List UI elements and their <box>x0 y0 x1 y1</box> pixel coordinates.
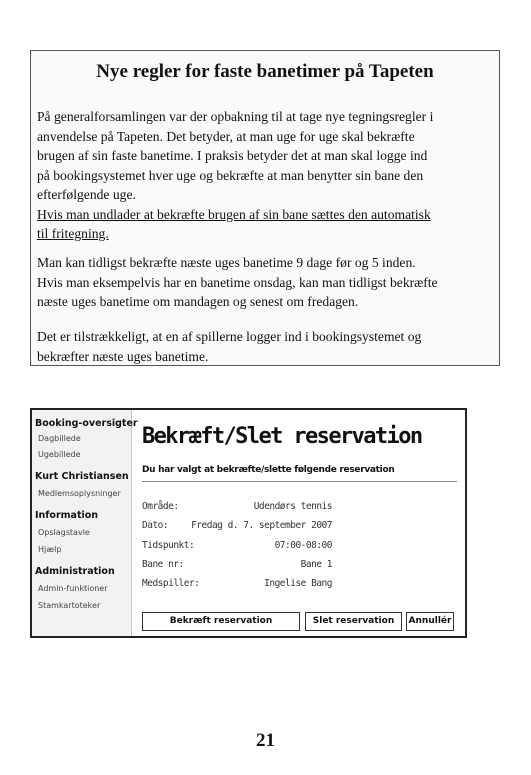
detail-value: Udendørs tennis <box>253 501 332 512</box>
notice-line: Hvis man eksempelvis har en banetime onsdag, kan man tidligst bekræfte <box>37 274 438 290</box>
notice-paragraph-3 <box>37 327 497 366</box>
notice-paragraph-1 <box>37 107 497 244</box>
notice-line: næste uges banetime om mandagen og senest om fredagen. <box>37 294 359 309</box>
notice-line: På generalforsamlingen var der opbakning til at tage nye tegningsregler i <box>37 109 434 124</box>
notice-line: efterfølgende uge. <box>37 187 136 202</box>
detail-row-medspiller <box>142 578 332 592</box>
notice-title: Nye regler for faste banetimer på Tapeten <box>96 61 434 82</box>
detail-row-bane <box>142 559 332 573</box>
notice-underlined-line: Hvis man undlader at bekræfte brugen af sin bane sættes den automatisk <box>37 206 431 222</box>
detail-label: Bane nr: <box>142 559 184 570</box>
detail-value: Bane 1 <box>300 559 332 570</box>
sidebar-item-admin-funktioner[interactable]: Admin-funktioner <box>38 584 108 593</box>
detail-row-dato <box>142 520 332 534</box>
detail-value: Fredag d. 7. september 2007 <box>191 520 332 531</box>
page-subtitle: Du har valgt at bekræfte/slette følgende reservation <box>142 465 457 482</box>
notice-line: Man kan tidligst bekræfte næste uges banetime 9 dage før og 5 inden. <box>37 255 416 270</box>
sidebar-heading-user[interactable]: Kurt Christiansen <box>35 471 129 482</box>
notice-box <box>30 50 500 366</box>
cancel-button[interactable]: Annullér <box>406 612 454 631</box>
sidebar-heading-administration[interactable]: Administration <box>35 566 115 577</box>
sidebar-item-opslagstavle[interactable]: Opslagstavle <box>38 528 90 537</box>
sidebar-item-ugebillede[interactable]: Ugebillede <box>38 450 81 459</box>
detail-label: Dato: <box>142 520 169 531</box>
page-title: Bekræft/Slet reservation <box>142 424 422 449</box>
sidebar-heading-information[interactable]: Information <box>35 510 99 521</box>
sidebar-item-stamkartoteker[interactable]: Stamkartoteker <box>38 601 101 610</box>
notice-line: anvendelse på Tapeten. Det betyder, at man uge for uge skal bekræfte <box>37 128 415 144</box>
confirm-reservation-button[interactable]: Bekræft reservation <box>142 612 300 631</box>
notice-paragraph-2 <box>37 253 497 312</box>
sidebar-item-medlemsoplysninger[interactable]: Medlemsoplysninger <box>38 489 121 498</box>
booking-screenshot <box>30 408 467 638</box>
sidebar-item-dagbillede[interactable]: Dagbillede <box>38 434 81 443</box>
detail-row-omraade <box>142 501 332 515</box>
detail-label: Område: <box>142 501 179 512</box>
sidebar-item-hjaelp[interactable]: Hjælp <box>38 545 62 554</box>
delete-reservation-button[interactable]: Slet reservation <box>305 612 402 631</box>
notice-line: på bookingsystemet hver uge og bekræfte at man benytter sin bane den <box>37 167 424 183</box>
detail-label: Medspiller: <box>142 578 200 589</box>
notice-underlined-line: til fritegning. <box>37 226 109 241</box>
page-number: 21 <box>256 730 275 751</box>
reservation-panel <box>132 410 465 636</box>
sidebar-heading-booking[interactable]: Booking-oversigter <box>35 418 138 429</box>
detail-row-tidspunkt <box>142 540 332 554</box>
detail-label: Tidspunkt: <box>142 540 195 551</box>
notice-line: Det er tilstrækkeligt, at en af spillerne logger ind i bookingsystemet og <box>37 329 422 344</box>
sidebar <box>32 410 138 636</box>
detail-value: Ingelise Bang <box>264 578 332 589</box>
notice-line: brugen af sin faste banetime. I praksis betyder det at man skal logge ind <box>37 148 428 163</box>
detail-value: 07:00-08:00 <box>274 540 332 551</box>
notice-line: bekræfter næste uges banetime. <box>37 348 209 364</box>
